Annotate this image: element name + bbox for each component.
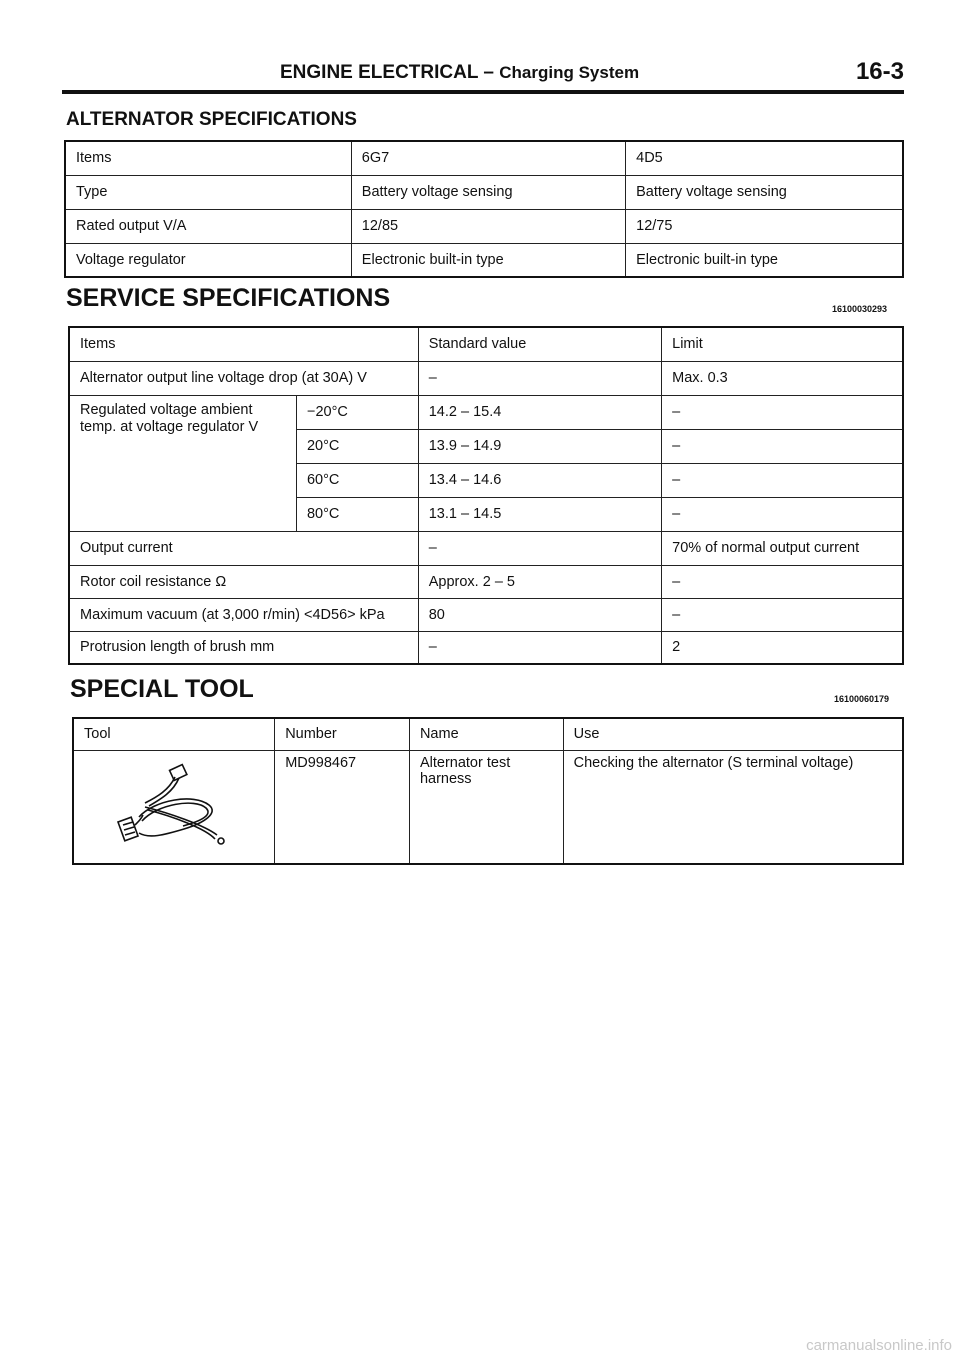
tool-image-cell [73, 750, 275, 864]
table-cell: Voltage regulator [65, 243, 351, 277]
watermark: carmanualsonline.info [806, 1337, 952, 1354]
table-row [65, 243, 903, 277]
table-cell: 2 [662, 631, 903, 664]
table-cell: Battery voltage sensing [351, 175, 625, 209]
tool-name: Alternator test harness [409, 750, 563, 864]
table-cell: – [662, 463, 903, 497]
table-row [69, 531, 903, 565]
table-row [73, 750, 903, 864]
table-row [65, 175, 903, 209]
column-header: Standard value [418, 327, 661, 361]
tool-use: Checking the alternator (S terminal voltage) [563, 750, 903, 864]
page-header [62, 58, 904, 94]
column-header: Items [69, 327, 418, 361]
table-cell: Alternator output line voltage drop (at 30A) V [69, 361, 418, 395]
table-cell: 13.1 – 14.5 [418, 497, 661, 531]
table-cell: Max. 0.3 [662, 361, 903, 395]
header-title-sub: Charging System [499, 63, 640, 82]
header-title-main: ENGINE ELECTRICAL [280, 62, 479, 83]
table-cell: – [418, 531, 661, 565]
table-cell: 80 [418, 598, 661, 631]
tool-number: MD998467 [275, 750, 410, 864]
table-cell: – [662, 565, 903, 598]
table-cell: – [662, 429, 903, 463]
table-row [65, 209, 903, 243]
alternator-specs-table [64, 140, 904, 278]
table-cell: Protrusion length of brush mm [69, 631, 418, 664]
table-cell: 80°C [296, 497, 418, 531]
table-cell: 13.9 – 14.9 [418, 429, 661, 463]
column-header: 4D5 [626, 141, 903, 175]
table-cell: – [418, 631, 661, 664]
special-tool-ref: 16100060179 [834, 694, 890, 704]
column-header: Limit [662, 327, 903, 361]
table-cell: Approx. 2 – 5 [418, 565, 661, 598]
column-header: Use [563, 718, 903, 750]
table-cell: 12/75 [626, 209, 903, 243]
table-row [65, 141, 903, 175]
special-tool-table [72, 717, 904, 865]
table-cell: Rated output V/A [65, 209, 351, 243]
table-cell: Type [65, 175, 351, 209]
table-row [69, 327, 903, 361]
table-row [69, 631, 903, 664]
column-header: 6G7 [351, 141, 625, 175]
table-cell: – [662, 598, 903, 631]
service-specs-title: SERVICE SPECIFICATIONS [66, 284, 391, 312]
table-row [73, 718, 903, 750]
table-cell: 70% of normal output current [662, 531, 903, 565]
service-specs-table [68, 326, 904, 665]
header-title [280, 62, 639, 84]
table-row [69, 565, 903, 598]
table-row [69, 395, 903, 429]
table-cell: 12/85 [351, 209, 625, 243]
column-header: Tool [73, 718, 275, 750]
alternator-specs-title: ALTERNATOR SPECIFICATIONS [66, 109, 357, 130]
table-cell: – [662, 497, 903, 531]
table-cell: – [662, 395, 903, 429]
table-cell: 20°C [296, 429, 418, 463]
table-cell: Battery voltage sensing [626, 175, 903, 209]
table-cell: – [418, 361, 661, 395]
column-header: Items [65, 141, 351, 175]
regulated-voltage-label: Regulated voltage ambient temp. at voltage regulator V [69, 395, 296, 531]
table-cell: Electronic built-in type [351, 243, 625, 277]
column-header: Number [275, 718, 410, 750]
header-dash: – [483, 62, 494, 83]
table-cell: Rotor coil resistance Ω [69, 565, 418, 598]
table-cell: Electronic built-in type [626, 243, 903, 277]
special-tool-title: SPECIAL TOOL [70, 675, 254, 703]
table-row [69, 598, 903, 631]
page-number: 16-3 [855, 58, 904, 85]
table-cell: 60°C [296, 463, 418, 497]
table-cell: 14.2 – 15.4 [418, 395, 661, 429]
harness-icon [109, 755, 239, 855]
column-header: Name [409, 718, 563, 750]
table-cell: −20°C [296, 395, 418, 429]
table-cell: 13.4 – 14.6 [418, 463, 661, 497]
table-row [69, 361, 903, 395]
table-cell: Maximum vacuum (at 3,000 r/min) <4D56> kPa [69, 598, 418, 631]
table-cell: Output current [69, 531, 418, 565]
service-specs-ref: 16100030293 [832, 304, 888, 314]
